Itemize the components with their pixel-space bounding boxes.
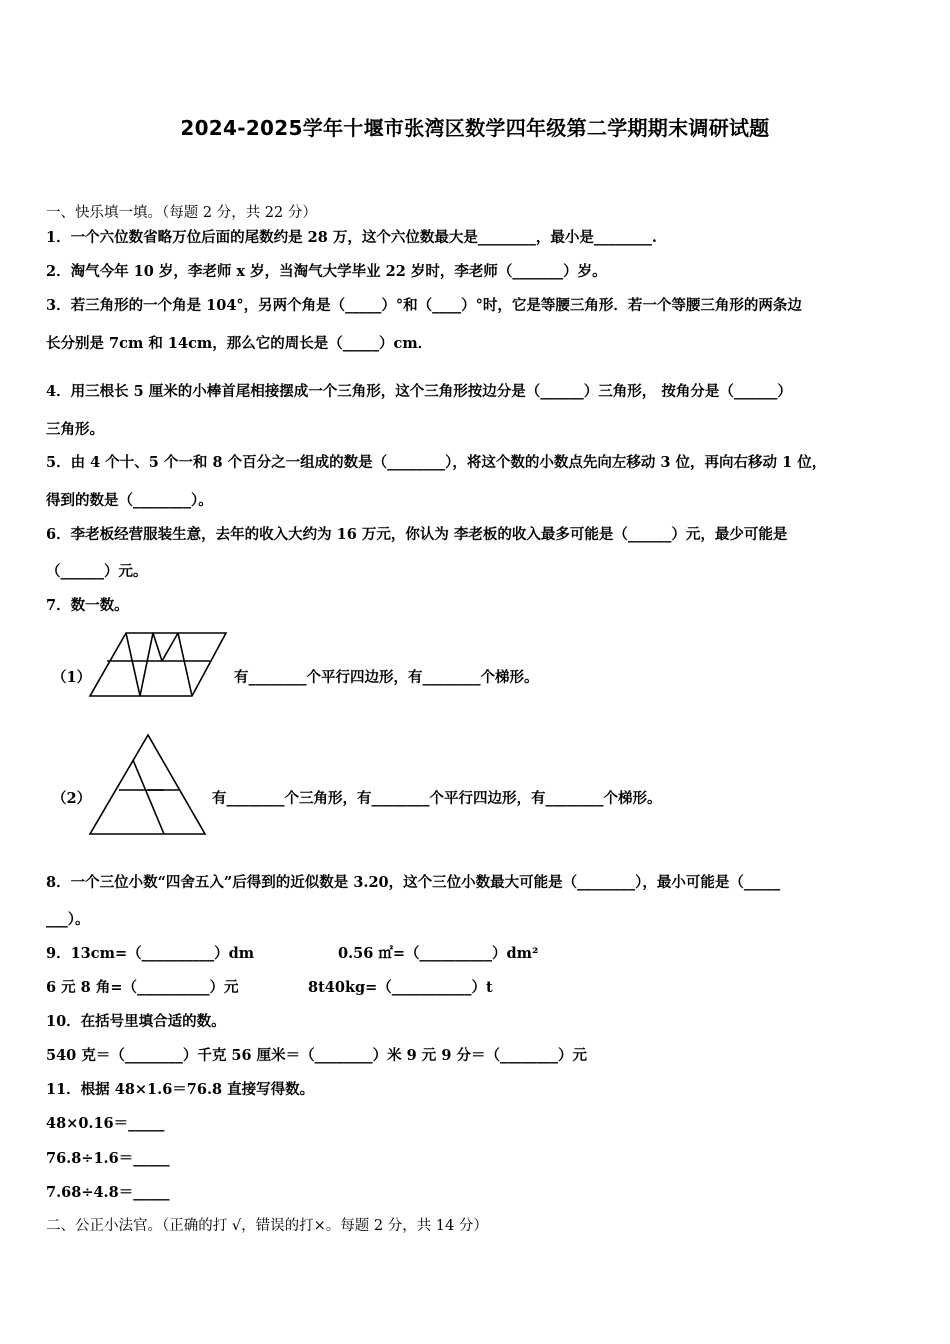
question-4-line-2: 三角形。 (46, 421, 104, 438)
parallelogram-figure (86, 630, 230, 700)
question-5-line-1: 5．由 4 个十、5 个一和 8 个百分之一组成的数是（________），将这个数的小数点先向左移动 3 位，再向右移动 1 位， (46, 454, 827, 471)
question-10-items: 540 克＝（________）千克 56 厘米＝（________）米 9 元 9 分＝（________）元 (46, 1047, 587, 1064)
question-11-item-2: 76.8÷1.6＝_____ (46, 1150, 170, 1167)
question-7-1-label: （1） (52, 669, 92, 686)
question-11: 11．根据 48×1.6＝76.8 直接写得数。 (46, 1081, 315, 1098)
page-title: 2024-2025学年十堰市张湾区数学四年级第二学期期末调研试题 (180, 116, 770, 140)
question-5-line-2: 得到的数是（________）。 (46, 492, 213, 509)
question-11-item-3: 7.68÷4.8＝_____ (46, 1184, 170, 1201)
question-10: 10．在括号里填合适的数。 (46, 1013, 226, 1030)
section-2-heading: 二、公正小法官。（正确的打 √，错误的打×。每题 2 分，共 14 分） (46, 1218, 488, 1234)
question-7: 7．数一数。 (46, 597, 129, 614)
question-9-part-1: 9．13cm=（__________）dm (46, 945, 255, 962)
question-11-item-1: 48×0.16＝_____ (46, 1115, 165, 1132)
question-7-1-text: 有________个平行四边形，有________个梯形。 (234, 669, 539, 686)
question-7-2-label: （2） (52, 790, 92, 807)
question-7-2-text: 有________个三角形，有________个平行四边形，有________个梯形。 (212, 790, 662, 807)
question-2: 2．淘气今年 10 岁，李老师 x 岁，当淘气大学毕业 22 岁时，李老师（_______）岁。 (46, 263, 607, 280)
question-3-line-1: 3．若三角形的一个角是 104°，另两个角是（_____）°和（____）°时，它是等腰三角形．若一个等腰三角形的两条边 (46, 297, 802, 314)
triangle-figure (86, 733, 208, 837)
question-9-part-3: 6 元 8 角=（__________）元 (46, 979, 239, 996)
question-1: 1．一个六位数省略万位后面的尾数约是 28 万，这个六位数最大是________，最小是________. (46, 229, 657, 246)
question-9-part-2: 0.56 ㎡=（__________）dm² (338, 945, 539, 962)
question-8-line-1: 8．一个三位小数“四舍五入”后得到的近似数是 3.20，这个三位小数最大可能是（________），最小可能是（_____ (46, 874, 781, 891)
question-6-line-2: （______）元。 (46, 563, 148, 580)
question-6-line-1: 6．李老板经营服装生意，去年的收入大约为 16 万元，你认为 李老板的收入最多可能是（______）元，最少可能是 (46, 526, 788, 543)
question-3-line-2: 长分别是 7cm 和 14cm，那么它的周长是（_____）cm． (46, 335, 433, 352)
question-4-line-1: 4．用三根长 5 厘米的小棒首尾相接摆成一个三角形，这个三角形按边分是（______）三角形， 按角分是（______） (46, 383, 792, 400)
question-8-line-2: ___）。 (46, 911, 90, 928)
section-1-heading: 一、快乐填一填。（每题 2 分，共 22 分） (46, 205, 317, 221)
question-9-part-4: 8t40kg=（___________）t (308, 979, 493, 996)
